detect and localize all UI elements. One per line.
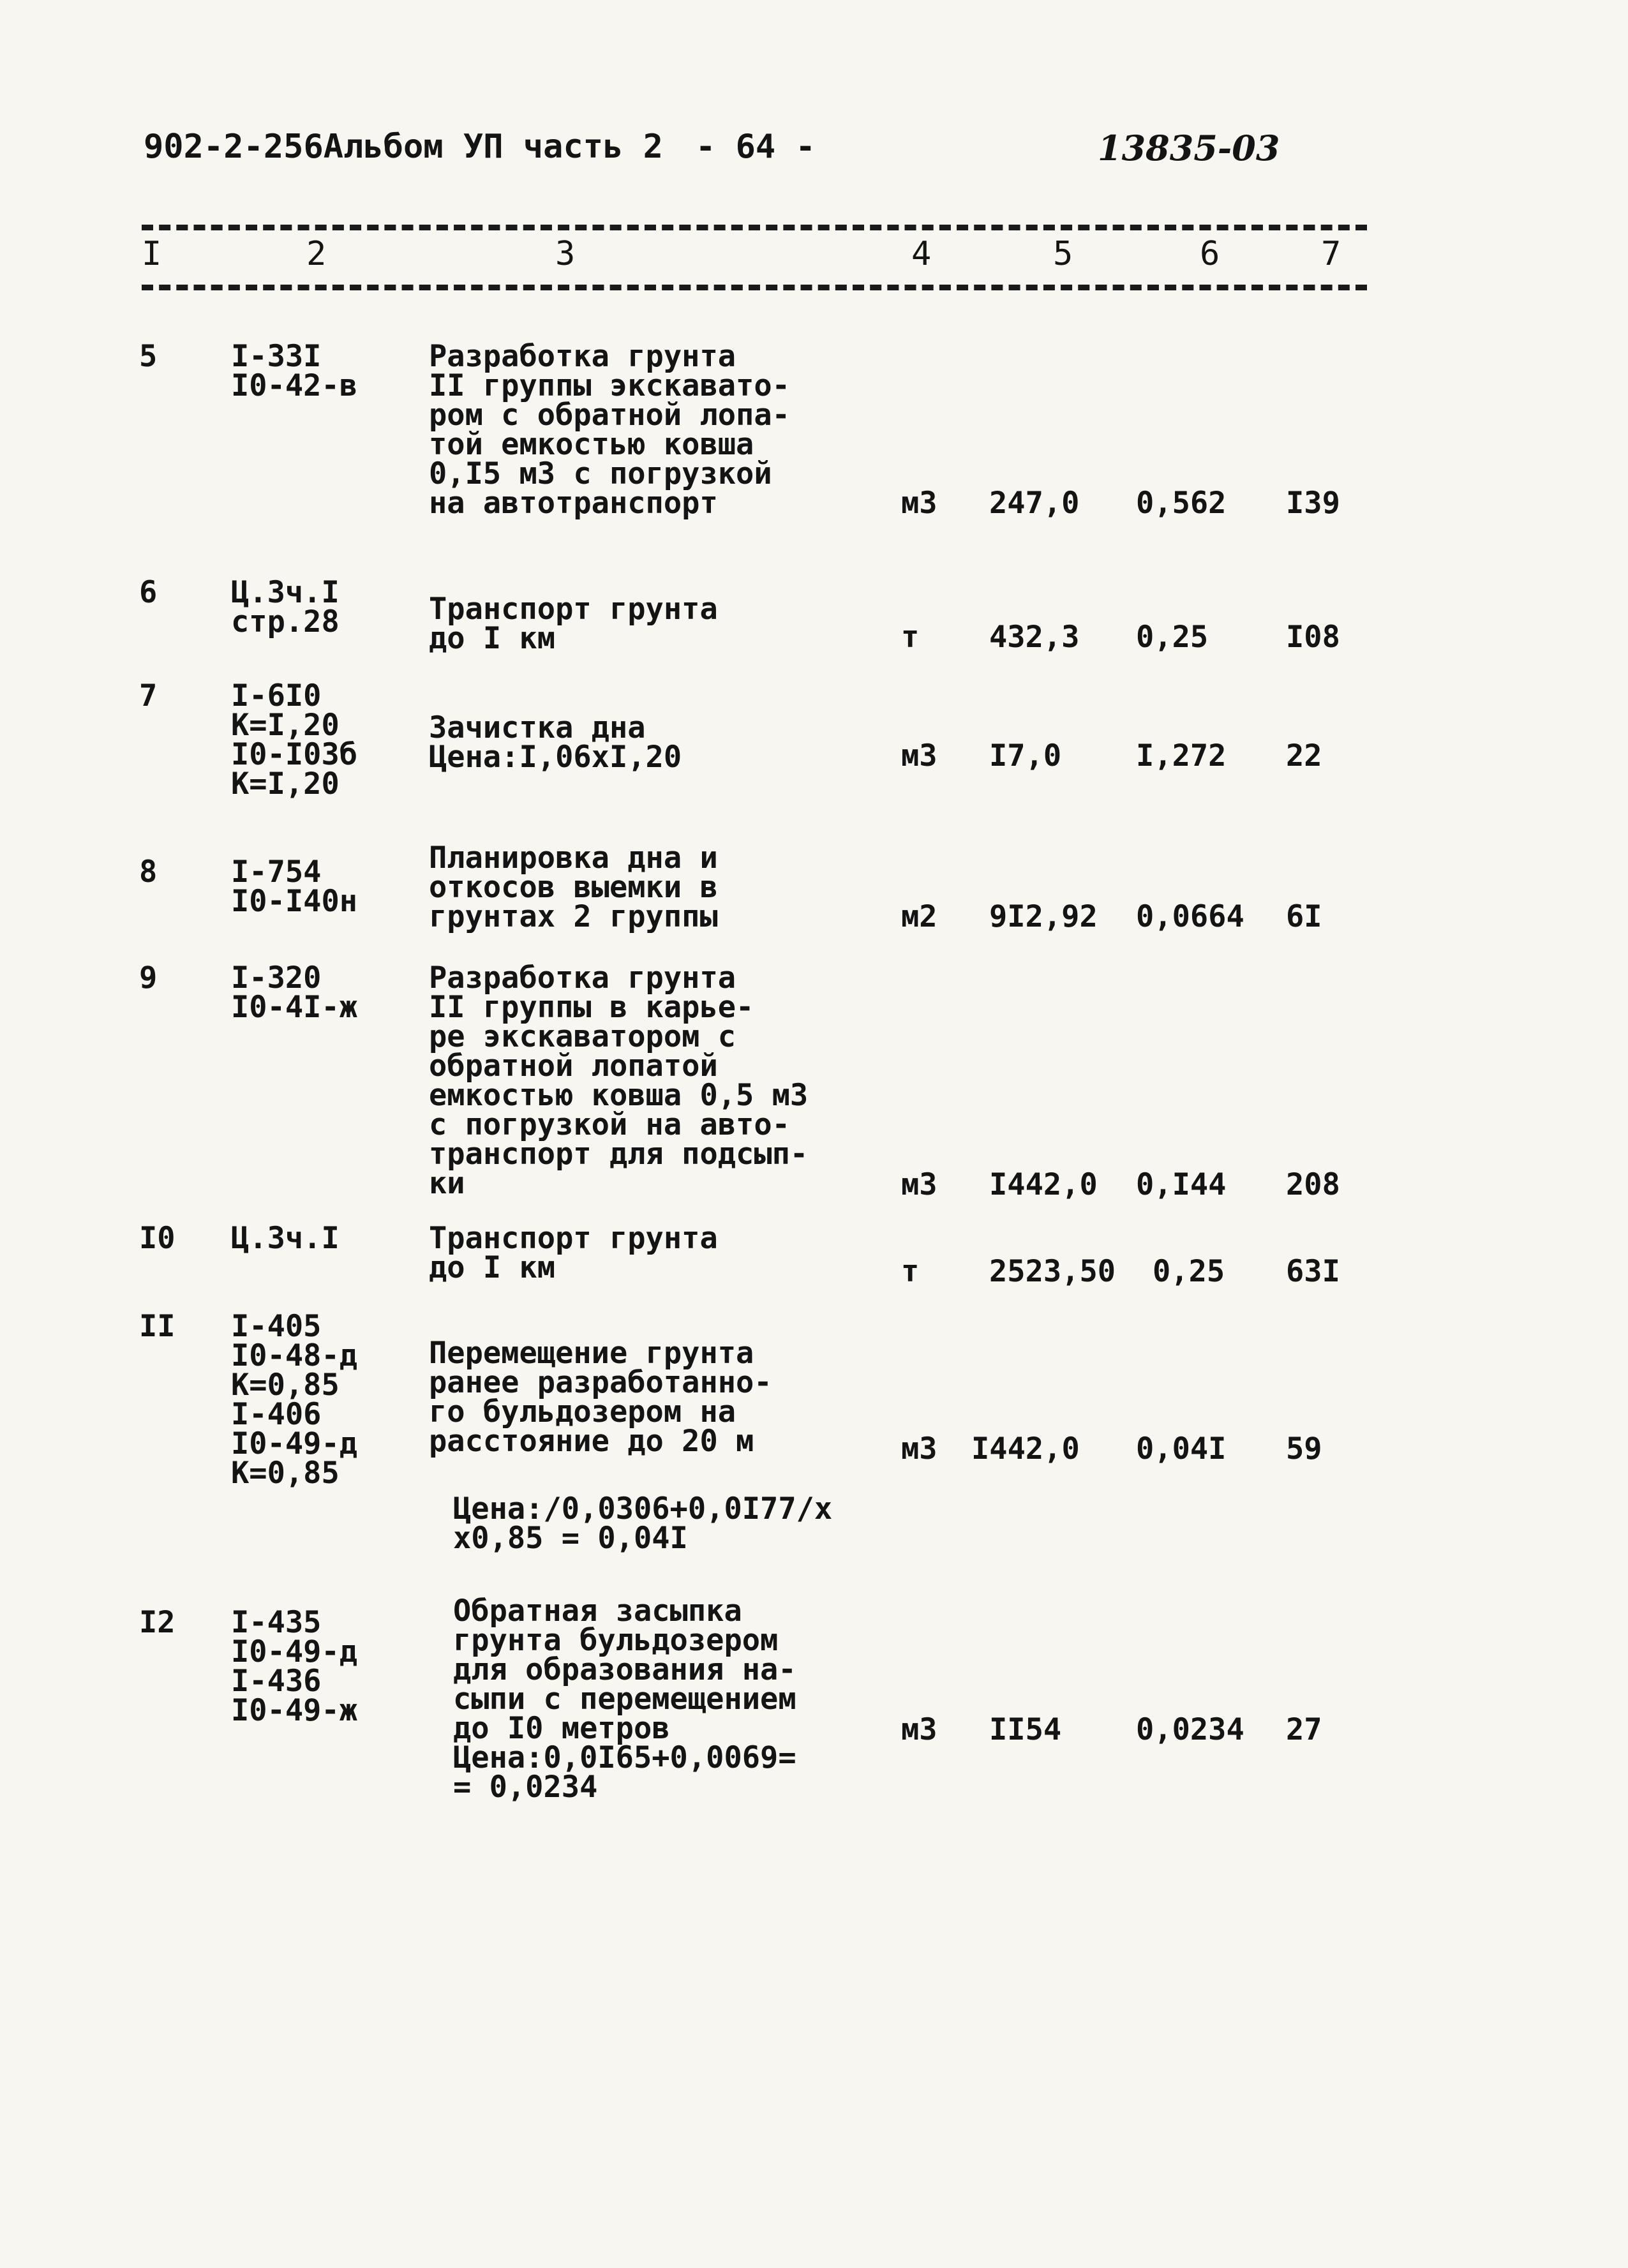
row-unit-price: 0,04I bbox=[1136, 1431, 1227, 1466]
column-number-5: 5 bbox=[1053, 235, 1073, 273]
row-description: Перемещение грунта ранее разработанно- го бульдозером на расстояние до 20 м bbox=[429, 1336, 772, 1459]
row-total-cost: I39 bbox=[1286, 486, 1340, 521]
row-code: I-320 I0-4I-ж bbox=[231, 960, 358, 1025]
row-code: I-435 I0-49-д I-436 I0-49-ж bbox=[231, 1605, 358, 1728]
table-header-rule bbox=[142, 285, 1367, 290]
document-code: 902-2-256Альбом УП часть 2 bbox=[144, 128, 663, 166]
row-total-cost: 208 bbox=[1286, 1167, 1340, 1202]
row-code: I-6I0 К=I,20 I0-I03б К=I,20 bbox=[231, 678, 358, 802]
page-number: - 64 - bbox=[696, 128, 816, 166]
row-unit: т bbox=[901, 620, 920, 655]
row-unit-price: 0,25 bbox=[1136, 620, 1209, 655]
row-description: Планировка дна и откосов выемки в грунтах 2 группы bbox=[429, 840, 718, 934]
handwritten-inventory-number: 13835-03 bbox=[1098, 128, 1280, 168]
table-top-rule bbox=[142, 225, 1367, 230]
row-unit-price: 0,562 bbox=[1136, 486, 1227, 521]
row-quantity: I7,0 bbox=[989, 738, 1062, 773]
row-description: Обратная засыпка грунта бульдозером для образования на- сыпи с перемещением до I0 метров Цена:0,0I65+0,0069= = 0,0234 bbox=[453, 1593, 796, 1805]
row-total-cost: 63I bbox=[1286, 1254, 1340, 1289]
row-unit: т bbox=[901, 1254, 920, 1289]
row-total-cost: I08 bbox=[1286, 620, 1340, 655]
row-code: I-754 I0-I40н bbox=[231, 854, 358, 919]
row-quantity: 2523,50 bbox=[989, 1254, 1116, 1289]
row-quantity: 9I2,92 bbox=[989, 899, 1098, 934]
row-total-cost: 27 bbox=[1286, 1712, 1322, 1747]
row-number: I0 bbox=[139, 1221, 175, 1256]
row-unit: м3 bbox=[901, 1712, 937, 1747]
row-number: 6 bbox=[139, 575, 158, 610]
row-quantity: 247,0 bbox=[989, 486, 1080, 521]
row-number: 9 bbox=[139, 960, 158, 996]
row-unit: м3 bbox=[901, 1431, 937, 1466]
row-description: Транспорт грунта до I км bbox=[429, 592, 718, 656]
row-total-cost: 59 bbox=[1286, 1431, 1322, 1466]
row-unit-price: 0,I44 bbox=[1136, 1167, 1227, 1202]
row-unit: м2 bbox=[901, 899, 937, 934]
row-quantity: I442,0 bbox=[971, 1431, 1080, 1466]
row-number: 8 bbox=[139, 854, 158, 890]
row-code: Ц.3ч.I bbox=[231, 1221, 340, 1256]
row-unit-price: 0,0234 bbox=[1136, 1712, 1244, 1747]
row-number: II bbox=[139, 1309, 175, 1344]
row-description: Зачистка дна Цена:I,06хI,20 bbox=[429, 710, 682, 775]
row-code: Ц.3ч.I стр.28 bbox=[231, 575, 340, 639]
row-number: I2 bbox=[139, 1605, 175, 1640]
row-quantity: II54 bbox=[989, 1712, 1062, 1747]
row-code: I-405 I0-48-д К=0,85 I-406 I0-49-д К=0,85 bbox=[231, 1309, 358, 1491]
row-code: I-33I I0-42-в bbox=[231, 339, 358, 403]
row-price-formula: Цена:/0,0306+0,0I77/х х0,85 = 0,04I bbox=[453, 1491, 833, 1556]
row-number: 7 bbox=[139, 678, 158, 713]
column-number-3: 3 bbox=[555, 235, 576, 273]
column-number-6: 6 bbox=[1200, 235, 1220, 273]
column-number-1: I bbox=[142, 235, 162, 273]
row-unit-price: I,272 bbox=[1136, 738, 1227, 773]
row-description: Разработка грунта II группы в карье- ре экскаватором с обратной лопатой емкостью ковша 0,5 м3 с погрузкой на авто- транспорт для подсып- ки bbox=[429, 960, 809, 1201]
row-quantity: 432,3 bbox=[989, 620, 1080, 655]
row-total-cost: 6I bbox=[1286, 899, 1322, 934]
row-quantity: I442,0 bbox=[989, 1167, 1098, 1202]
row-unit-price: 0,0664 bbox=[1136, 899, 1244, 934]
column-number-2: 2 bbox=[306, 235, 327, 273]
column-number-7: 7 bbox=[1321, 235, 1341, 273]
row-unit: м3 bbox=[901, 738, 937, 773]
column-number-4: 4 bbox=[911, 235, 932, 273]
row-total-cost: 22 bbox=[1286, 738, 1322, 773]
row-unit: м3 bbox=[901, 1167, 937, 1202]
row-unit-price: 0,25 bbox=[1153, 1254, 1225, 1289]
row-description: Транспорт грунта до I км bbox=[429, 1221, 718, 1285]
row-description: Разработка грунта II группы экскавато- ром с обратной лопа- той емкостью ковша 0,I5 м3 с погрузкой на автотранспорт bbox=[429, 339, 790, 521]
row-number: 5 bbox=[139, 339, 158, 374]
row-unit: м3 bbox=[901, 486, 937, 521]
